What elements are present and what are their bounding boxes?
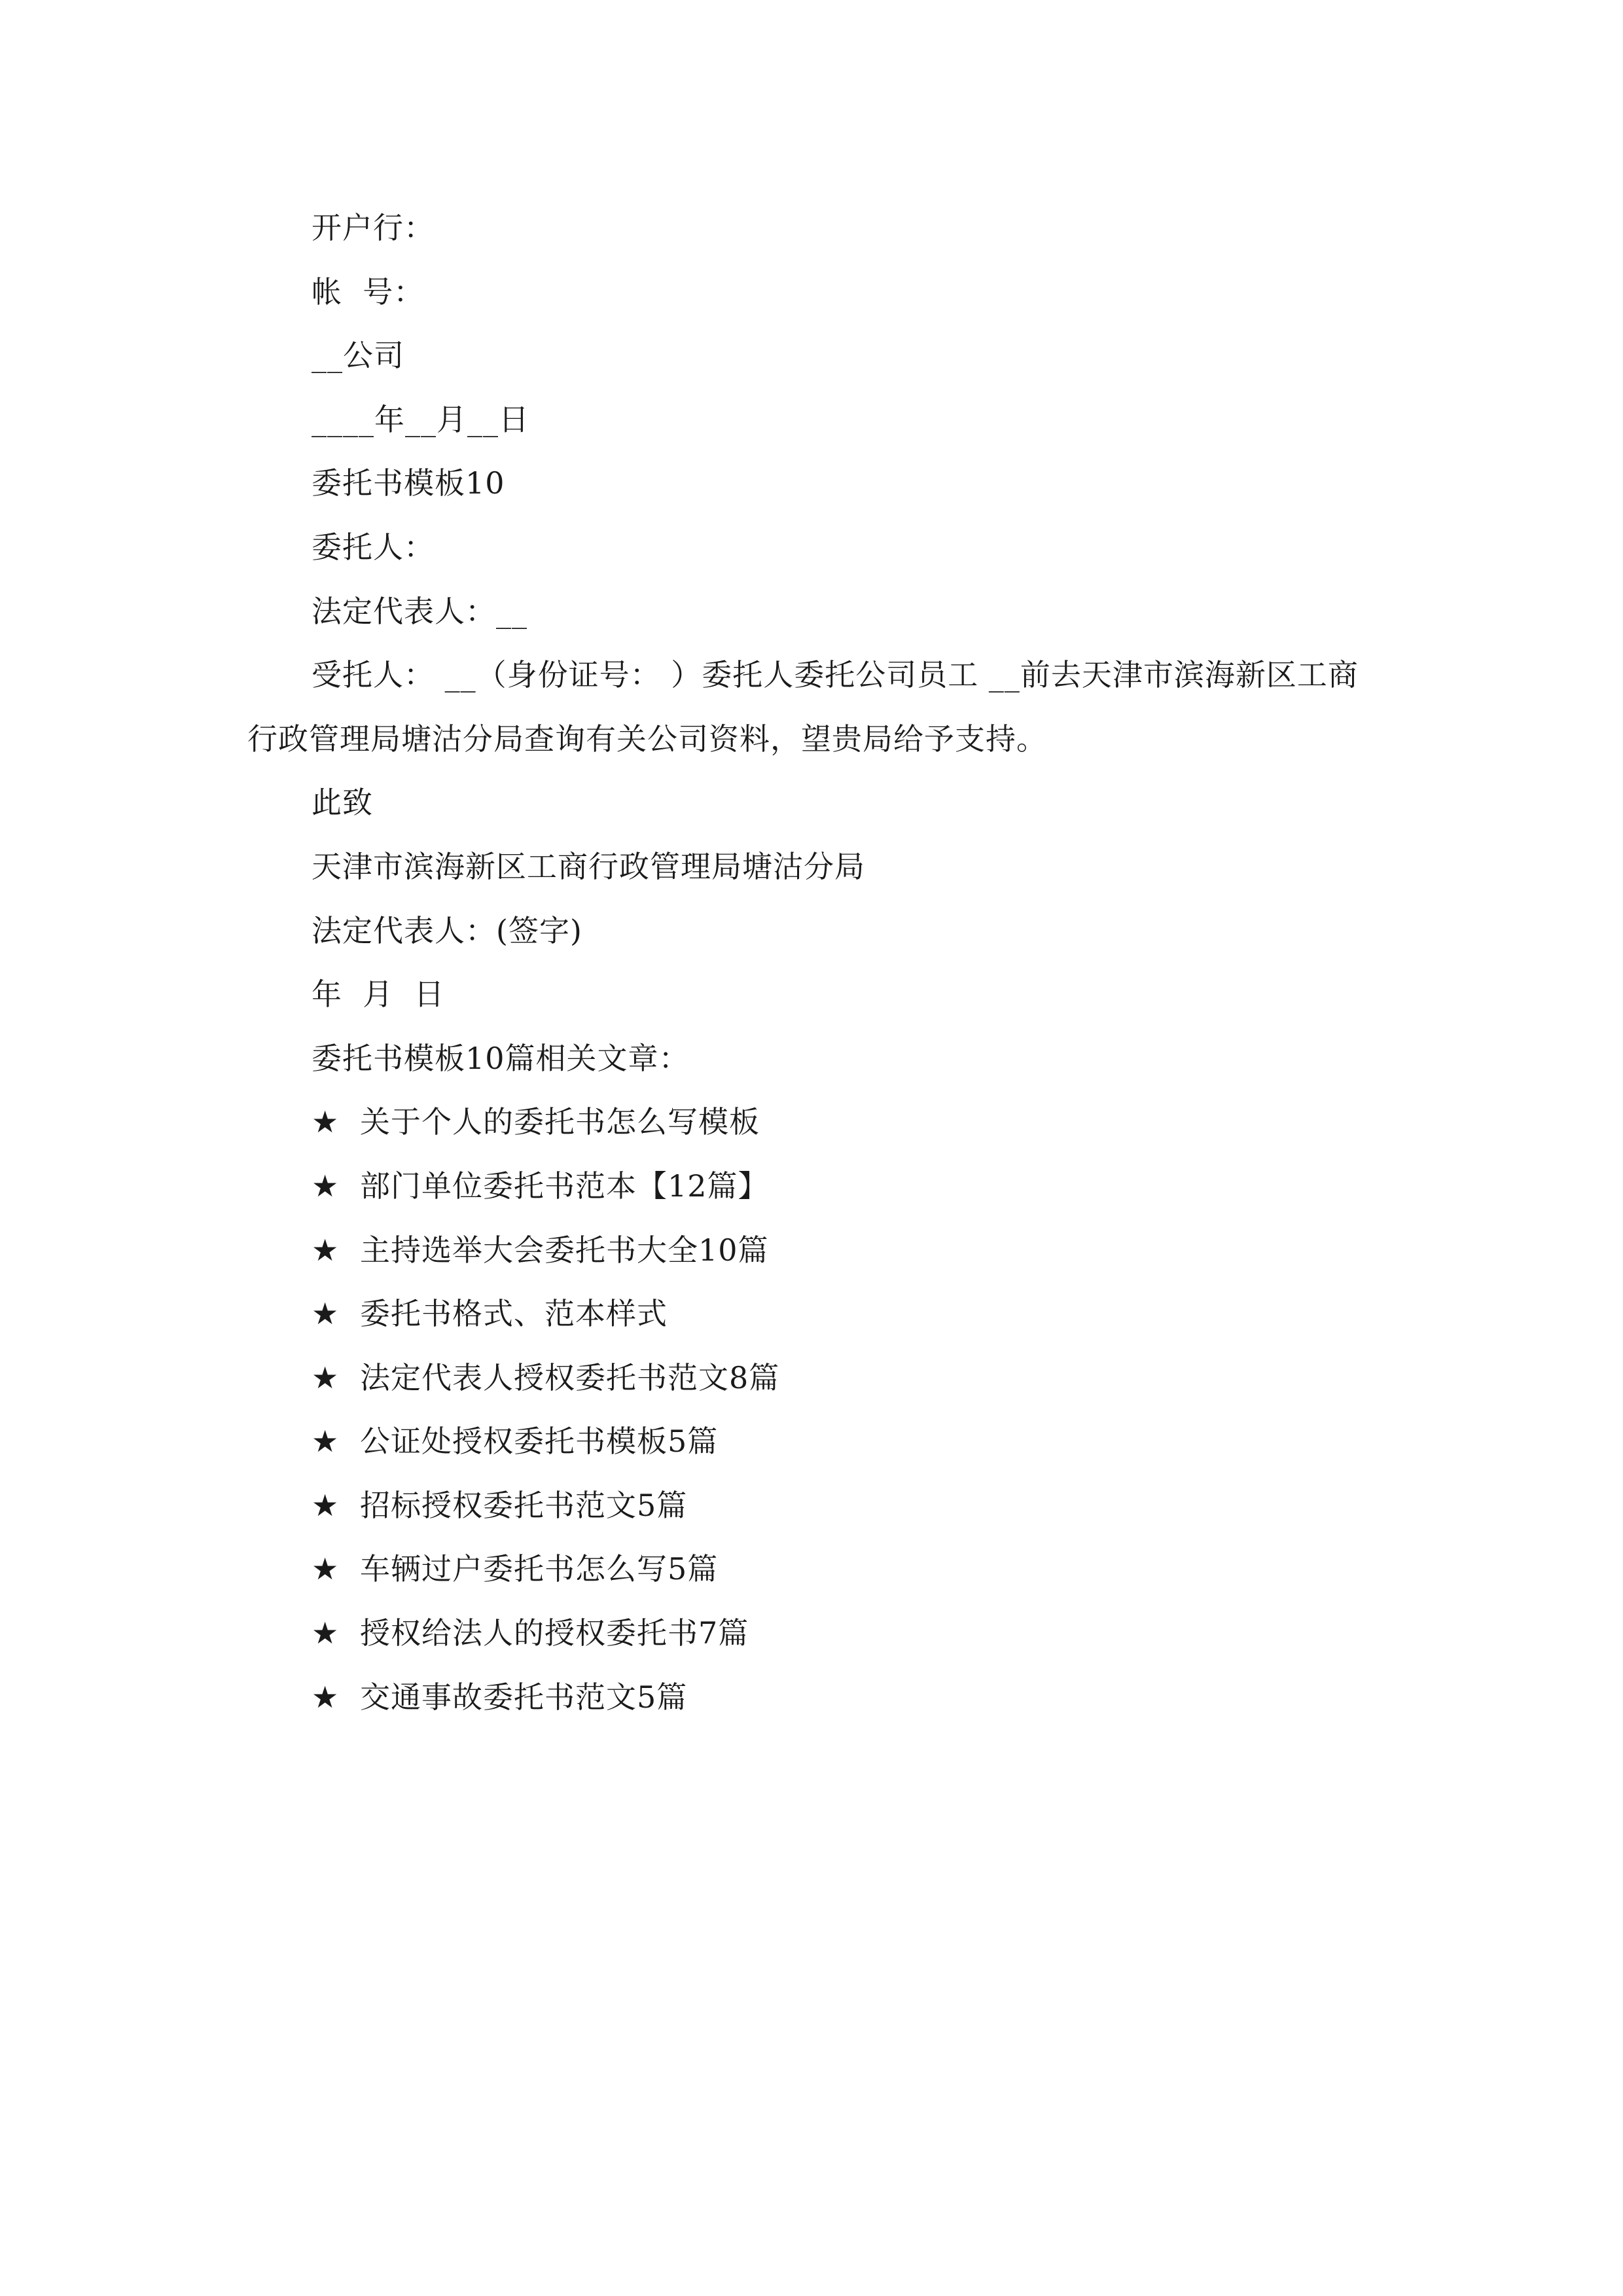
related-article[interactable] — [247, 1219, 1380, 1283]
related-article-title[interactable]: 关于个人的委托书怎么写模板 — [360, 1104, 760, 1140]
related-article-title[interactable]: 委托书格式、范本样式 — [360, 1296, 668, 1332]
star-icon: ★ — [312, 1551, 340, 1587]
star-icon: ★ — [312, 1359, 340, 1395]
related-heading: 委托书模板10篇相关文章： — [312, 1040, 690, 1076]
related-article-title[interactable]: 授权给法人的授权委托书7篇 — [360, 1615, 749, 1651]
star-icon: ★ — [312, 1296, 340, 1332]
bank-line: 开户行： — [312, 210, 435, 245]
related-article-title[interactable]: 主持选举大会委托书大全10篇 — [360, 1232, 769, 1268]
star-icon: ★ — [312, 1104, 340, 1140]
star-icon: ★ — [312, 1487, 340, 1523]
document-body — [247, 196, 1380, 1729]
account-line: 帐 号： — [312, 274, 425, 310]
date-line: ____年__月__日 — [312, 401, 529, 437]
entrustment-paragraph: 受托人： __（身份证号： ）委托人委托公司员工 __前去天津市滨海新区工商行政管理局塘沽分局查询有关公司资料，望贵局给予支持。 — [247, 657, 1359, 757]
legal-rep-line: 法定代表人：__ — [312, 593, 527, 629]
related-article-title[interactable]: 车辆过户委托书怎么写5篇 — [360, 1551, 719, 1587]
related-article[interactable] — [247, 1155, 1380, 1219]
star-icon: ★ — [312, 1424, 340, 1460]
star-icon: ★ — [312, 1232, 340, 1268]
related-article[interactable] — [247, 1666, 1380, 1730]
salutation-line: 此致 — [312, 785, 373, 821]
related-article[interactable] — [247, 1282, 1380, 1346]
related-article[interactable] — [247, 1474, 1380, 1538]
related-article[interactable] — [247, 1537, 1380, 1602]
signature-line: 法定代表人：(签字) — [312, 912, 582, 948]
company-line: __公司 — [312, 338, 404, 374]
star-icon: ★ — [312, 1168, 340, 1204]
related-article[interactable] — [247, 1346, 1380, 1410]
related-article-title[interactable]: 招标授权委托书范文5篇 — [360, 1487, 688, 1523]
principal-line: 委托人： — [312, 529, 435, 565]
recipient-line: 天津市滨海新区工商行政管理局塘沽分局 — [312, 848, 865, 884]
section-heading: 委托书模板10 — [312, 465, 505, 501]
related-article[interactable] — [247, 1090, 1380, 1155]
star-icon: ★ — [312, 1679, 340, 1715]
related-article-title[interactable]: 法定代表人授权委托书范文8篇 — [360, 1359, 780, 1395]
signature-date-line: 年 月 日 — [312, 977, 445, 1013]
related-article-title[interactable]: 公证处授权委托书模板5篇 — [360, 1424, 719, 1460]
related-article-title[interactable]: 交通事故委托书范文5篇 — [360, 1679, 688, 1715]
related-article[interactable] — [247, 1410, 1380, 1474]
related-article-title[interactable]: 部门单位委托书范本【12篇】 — [360, 1168, 769, 1204]
related-article[interactable] — [247, 1602, 1380, 1666]
star-icon: ★ — [312, 1615, 340, 1651]
